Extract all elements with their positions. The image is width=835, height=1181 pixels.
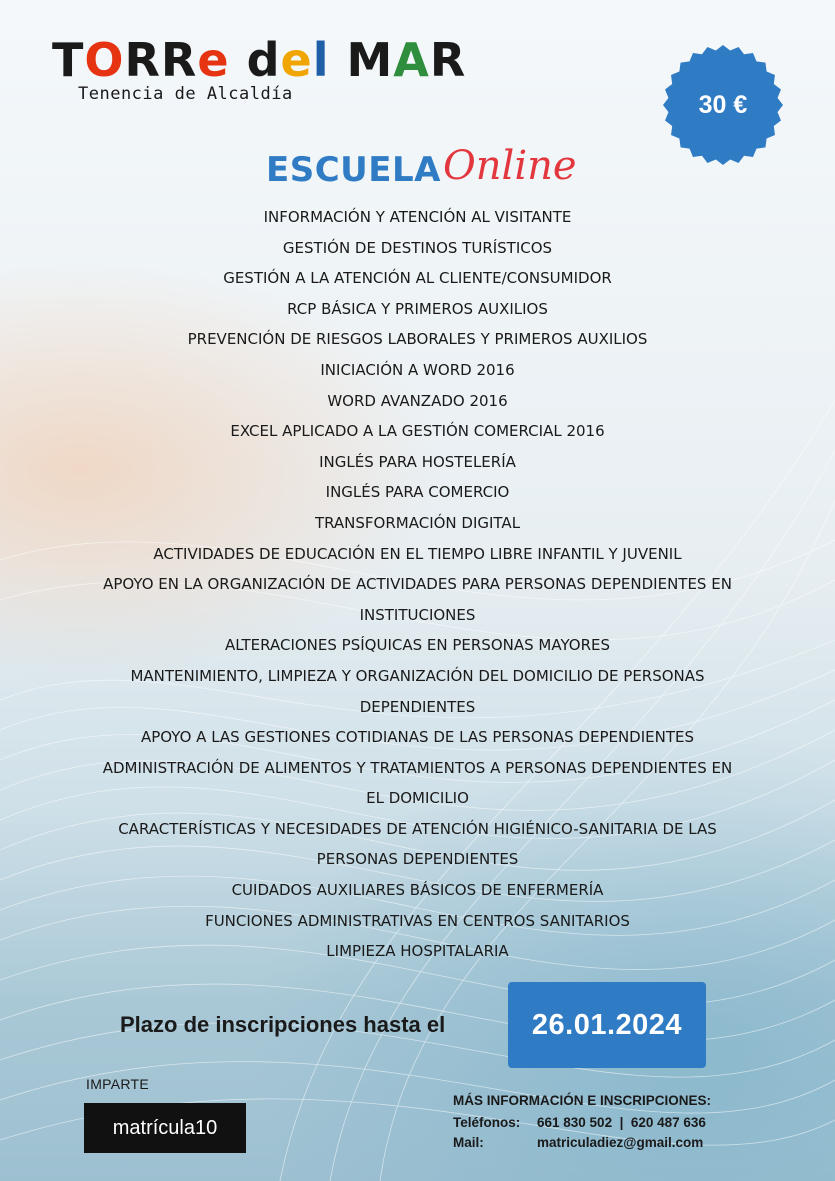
school-title	[266, 132, 577, 192]
course-item: PERSONAS DEPENDIENTES	[316, 850, 519, 869]
school-title-accent: Online	[442, 143, 577, 189]
logo-letter: T	[52, 33, 85, 87]
contact-title: MÁS INFORMACIÓN E INSCRIPCIONES:	[453, 1093, 712, 1108]
course-item: TRANSFORMACIÓN DIGITAL	[314, 513, 521, 532]
logo-letter: O	[84, 33, 125, 87]
logo-subtitle: Tenencia de Alcaldía	[78, 84, 293, 104]
course-item: INGLÉS PARA HOSTELERÍA	[319, 452, 516, 471]
mail-value: matriculadiez@gmail.com	[537, 1135, 704, 1150]
logo-letter	[230, 33, 247, 87]
provider-logo: matrícula10	[84, 1103, 246, 1153]
course-item: GESTIÓN A LA ATENCIÓN AL CLIENTE/CONSUMIDOR	[223, 269, 612, 288]
course-item: LIMPIEZA HOSPITALARIA	[326, 942, 509, 961]
course-item: WORD AVANZADO 2016	[327, 391, 508, 410]
course-item: GESTIÓN DE DESTINOS TURÍSTICOS	[282, 238, 553, 257]
course-list	[30, 202, 805, 967]
deadline-date: 26.01.2024	[508, 982, 706, 1068]
price-text: 30 €	[698, 90, 748, 119]
course-item: INSTITUCIONES	[359, 605, 476, 624]
course-item: ALTERACIONES PSÍQUICAS EN PERSONAS MAYORES	[224, 636, 611, 655]
course-item: ADMINISTRACIÓN DE ALIMENTOS Y TRATAMIENTOS A PERSONAS DEPENDIENTES EN	[102, 758, 733, 777]
course-item: FUNCIONES ADMINISTRATIVAS EN CENTROS SANITARIOS	[205, 911, 630, 930]
course-item: EXCEL APLICADO A LA GESTIÓN COMERCIAL 2016	[230, 422, 605, 441]
deadline-label: Plazo de inscripciones hasta el	[120, 1012, 446, 1037]
course-item: APOYO EN LA ORGANIZACIÓN DE ACTIVIDADES PARA PERSONAS DEPENDIENTES EN	[103, 575, 732, 594]
course-item: INFORMACIÓN Y ATENCIÓN AL VISITANTE	[263, 208, 572, 226]
course-item: RCP BÁSICA Y PRIMEROS AUXILIOS	[287, 299, 548, 318]
logo-letter: A	[393, 33, 430, 87]
course-item: PREVENCIÓN DE RIESGOS LABORALES Y PRIMEROS AUXILIOS	[187, 330, 648, 349]
logo-letter: e	[197, 33, 230, 87]
course-item: DEPENDIENTES	[359, 697, 476, 716]
logo-letter: M	[346, 33, 394, 87]
torre-del-mar-logo	[52, 33, 467, 104]
mail-label: Mail:	[453, 1135, 484, 1150]
course-item: INICIACIÓN A WORD 2016	[320, 360, 515, 379]
course-item: CUIDADOS AUXILIARES BÁSICOS DE ENFERMERÍA	[231, 881, 604, 900]
school-title-main: ESCUELA	[266, 150, 441, 190]
price-badge	[662, 44, 784, 166]
course-item: APOYO A LAS GESTIONES COTIDIANAS DE LAS PERSONAS DEPENDIENTES	[140, 728, 695, 747]
imparte-label: IMPARTE	[86, 1076, 150, 1092]
course-item: ACTIVIDADES DE EDUCACIÓN EN EL TIEMPO LIBRE INFANTIL Y JUVENIL	[153, 544, 682, 563]
course-item: MANTENIMIENTO, LIMPIEZA Y ORGANIZACIÓN DEL DOMICILIO DE PERSONAS	[130, 666, 705, 685]
course-item: INGLÉS PARA COMERCIO	[325, 483, 510, 502]
logo-letter: RR	[124, 33, 198, 87]
phones-row	[453, 1113, 793, 1133]
logo-letter: l	[312, 33, 330, 87]
logo-letter: d	[246, 33, 281, 87]
contact-info	[453, 1093, 793, 1153]
logo-letter: R	[429, 33, 467, 87]
logo-wordmark	[52, 33, 467, 87]
course-item: CARACTERÍSTICAS Y NECESIDADES DE ATENCIÓN HIGIÉNICO-SANITARIA DE LAS	[118, 819, 717, 838]
course-item: EL DOMICILIO	[366, 789, 469, 808]
phones-value: 661 830 502 | 620 487 636	[537, 1115, 706, 1130]
logo-letter	[329, 33, 346, 87]
mail-row	[453, 1133, 793, 1153]
phones-label: Teléfonos:	[453, 1115, 521, 1130]
logo-letter: e	[280, 33, 313, 87]
